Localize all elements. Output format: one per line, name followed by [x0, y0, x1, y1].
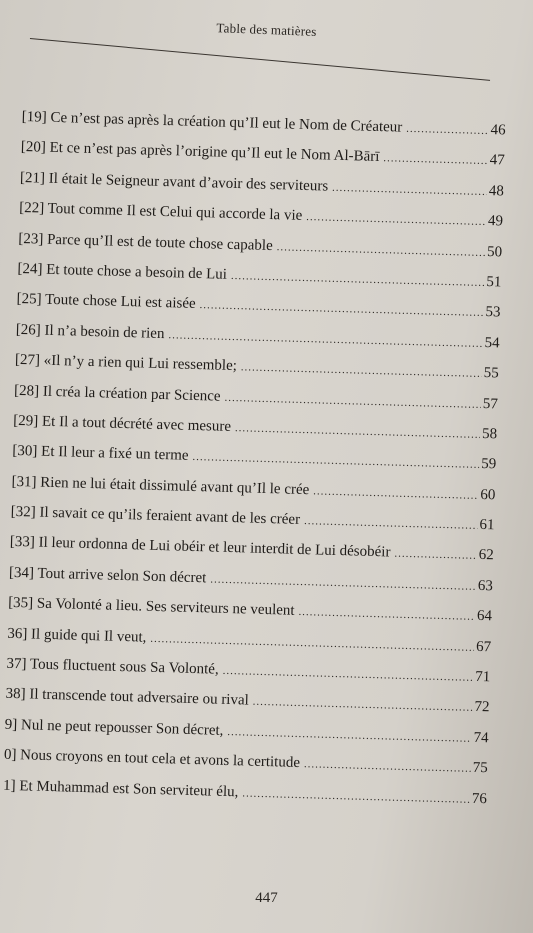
toc-entry-page: 72	[474, 699, 490, 716]
dot-leader	[298, 603, 475, 626]
toc-entry-page: 71	[475, 668, 491, 686]
toc-entry-title: [32] Il savait ce qu’ils feraient avant de les créer	[10, 503, 301, 528]
toc-entry-page: 67	[475, 638, 492, 655]
toc-entry-title: 38] Il transcende tout adversaire ou rival	[5, 686, 250, 709]
dot-leader	[394, 545, 477, 565]
toc-entry-title: [24] Et toute chose a besoin de Lui	[17, 260, 228, 283]
dot-leader	[313, 482, 479, 505]
toc-entry-title: 37] Tous fluctuent sous Sa Volonté,	[6, 655, 219, 678]
page-number: 447	[255, 890, 278, 906]
toc-entry-page: 60	[480, 486, 496, 504]
toc-entry-title: [20] Et ce n’est pas après l’origine qu’Il eut le Nom Al-Bārī	[20, 139, 380, 166]
toc-entry-title: [28] Il créa la création par Science	[13, 382, 221, 405]
toc-entry-title: [21] Il était le Seigneur avant d’avoir des serviteurs	[19, 169, 329, 195]
toc-entry-page: 53	[485, 304, 501, 321]
header-rule	[30, 38, 490, 81]
toc-entry-page: 64	[476, 608, 493, 625]
dot-leader	[242, 784, 470, 808]
toc-entry-title: [30] Et Il leur a fixé un terme	[12, 443, 189, 465]
toc-entry-page: 63	[477, 577, 494, 595]
toc-entry-page: 59	[481, 456, 497, 473]
toc-entry-title: [19] Ce n’est pas après la création qu’Il eut le Nom de Créateur	[21, 108, 403, 136]
toc-entry-page: 62	[478, 547, 494, 564]
toc-entry-page: 76	[471, 790, 488, 807]
toc-entry-title: 36] Il guide qui Il veut,	[7, 625, 147, 646]
toc-entry-page: 58	[481, 425, 498, 443]
toc-entry-page: 55	[483, 365, 499, 382]
toc-entry-page: 47	[489, 152, 505, 169]
toc-entry-page: 54	[484, 334, 500, 352]
toc-entry-page: 61	[479, 517, 495, 534]
toc-entry-title: 0] Nous croyons en tout cela et avons la certitude	[3, 746, 301, 772]
running-header: Table des matières	[216, 20, 317, 39]
dot-leader	[253, 693, 473, 717]
dot-leader	[304, 755, 471, 778]
dot-leader	[306, 208, 486, 231]
toc-entry-page: 49	[487, 213, 504, 230]
toc-entry-page: 74	[473, 729, 489, 747]
dot-leader	[332, 178, 487, 200]
toc-entry-title: 1] Et Muhammad est Son serviteur élu,	[2, 777, 239, 800]
dot-leader	[383, 150, 488, 171]
toc-entry-title: [34] Tout arrive selon Son décret	[8, 564, 207, 587]
toc-entry-title: [23] Parce qu’Il est de toute chose capable	[18, 230, 273, 254]
toc-entry-title: [35] Sa Volonté a lieu. Ses serviteurs ne veulent	[7, 595, 295, 620]
toc-entry-page: 57	[482, 395, 499, 412]
table-of-contents	[2, 108, 505, 820]
toc-entry-page: 51	[486, 273, 502, 291]
toc-entry-title: [31] Rien ne lui était dissimulé avant qu’Il le crée	[11, 473, 310, 498]
dot-leader	[304, 512, 478, 535]
toc-entry-title: [26] Il n’a besoin de rien	[15, 321, 165, 342]
toc-entry-page: 48	[488, 182, 505, 200]
toc-entry-page: 50	[486, 243, 503, 261]
toc-entry-title: [29] Et Il a tout décrété avec mesure	[13, 412, 232, 435]
toc-entry-page: 46	[490, 122, 506, 139]
toc-entry-title: 9] Nul ne peut repousser Son décret,	[4, 716, 224, 739]
toc-entry-title: [25] Toute chose Lui est aisée	[16, 291, 196, 313]
toc-entry-page: 75	[472, 760, 488, 777]
toc-entry-title: [22] Tout comme Il est Celui qui accorde la vie	[18, 200, 303, 225]
dot-leader	[406, 120, 489, 140]
dot-leader	[276, 238, 485, 262]
toc-entry-title: [27] «Il n’y a rien qui Lui ressemble;	[14, 352, 238, 375]
toc-entry-title: [33] Il leur ordonna de Lui obéir et leur interdit de Lui désobéir	[9, 534, 391, 561]
